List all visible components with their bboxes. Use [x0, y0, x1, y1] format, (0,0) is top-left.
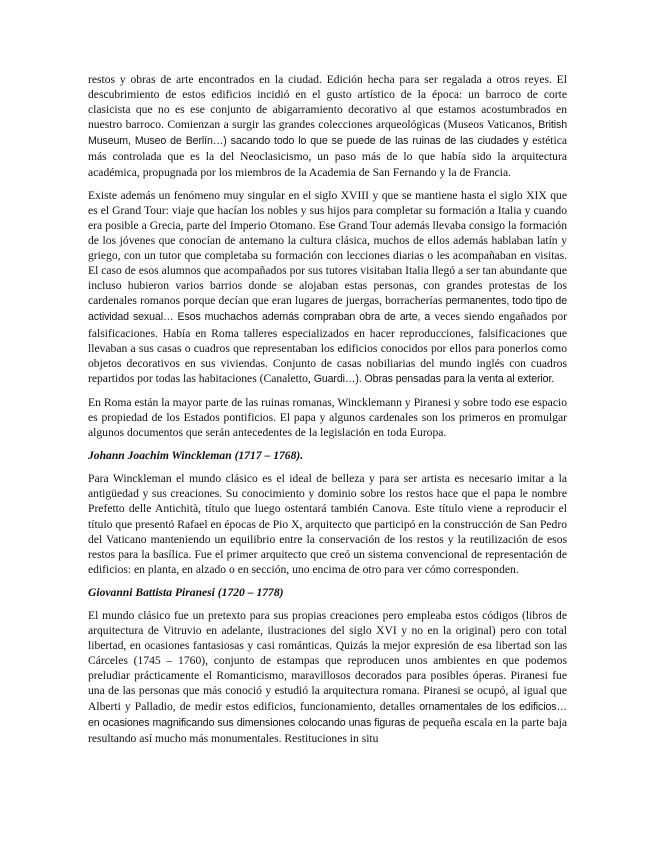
paragraph-text: veces siendo engañados por falsificaciones. Había en Roma talleres especializados en hacer reproducciones, falsificaciones que llevaban a sus casas o cuadros que representaban los edificios conocidos por ellos para ponerlos como objetos decorativos en sus viviendas. Conjunto de casas nobiliarias del mundo inglés con cuadros repartidos por todas las habitaciones (Canaletto,: [88, 310, 567, 385]
paragraph-piranesi: [88, 608, 567, 746]
paragraph-text-alt-font: British Museum, Museo de Berlín…) sacando todo lo que se puede de las ruinas de las ciudades y: [88, 119, 567, 148]
paragraph-text-alt-font: Guardi…). Obras pensadas para la venta al exterior.: [313, 372, 555, 385]
paragraph-rome: [88, 395, 567, 440]
paragraph-text: restos y obras de arte encontrados en la ciudad. Edición hecha para ser regalada a otros reyes. El descubrimiento de estos edificios incidió en el gusto artístico de la época: un barroco de corte clasicista que no es ese conjunto de abigarramiento decorativo al que estamos acostumbrados en nuestro barroco. Comienzan a surgir las grandes colecciones arqueológicas (Museos Vaticanos,: [88, 73, 567, 132]
paragraph-text: El mundo clásico fue un pretexto para sus propias creaciones pero empleaba estos códigos (libros de arquitectura de Vitruvio en adelante, ilustraciones del siglo XVI y no en la original) pero con total libertad, en ocasiones fantasiosas y casi románticas. Quizás la mejor expresión de esa libertad son las Cárceles (1745 – 1760), conjunto de estampas que reproducen unos ambientes en que podemos preludiar prácticamente el Romanticismo, maravillosos decorados para posibles óperas. Piranesi fue una de las personas que más conoció y estudió la arquitectura romana. Piranesi se ocupó, al igual que Alberti y Palladio, de medir estos edificios, funcionamiento, detalles: [88, 609, 567, 713]
section-heading-piranesi: Giovanni Battista Piranesi (1720 – 1778): [88, 585, 284, 599]
paragraph-winckleman: [88, 471, 567, 577]
document-page: [88, 72, 567, 754]
paragraph-grand-tour: [88, 188, 567, 387]
paragraph-text: estética más controlada que es la del Neoclasicismo, un paso más de lo que había sido la arquitectura académica, propugnada por los miembros de la Academia de San Fernando y la de Francia.: [88, 134, 567, 179]
paragraph-text: de pequeña escala en la parte baja resultando así mucho más monumentales. Restituciones in situ: [88, 715, 568, 745]
section-heading-winckleman: Johann Joachim Winckleman (1717 – 1768).: [88, 449, 304, 463]
paragraph-text-alt-font: ornamentales de los edificios… en ocasiones magnificando sus dimensiones colocando unas figuras: [88, 700, 567, 729]
paragraph-text: En Roma están la mayor parte de las ruinas romanas, Wincklemann y Piranesi y sobre todo ese espacio es propiedad de los Estados pontificios. El papa y algunos cardenales son los primeros en promulgar algunos documentos que serán antecedentes de la legislación en toda Europa.: [88, 395, 567, 440]
paragraph-text-alt-font: permanentes, todo tipo de actividad sexual… Esos muchachos además compraban obra de arte, a: [88, 295, 568, 324]
paragraph-antiquities: [88, 72, 567, 180]
paragraph-text: Existe además un fenómeno muy singular en el siglo XVIII y que se mantiene hasta el siglo XIX que es el Grand Tour: viaje que hacían los nobles y sus hijos para completar su formación a Italia y cuando era posible a Grecia, parte del Imperio Otomano. Ese Grand Tour además llevaba consigo la formación de los jóvenes que conocían de antemano la cultura clásica, muchos de ellos además hablaban latín y griego, con un tutor que completaba su formación con lecciones diarias o les acompañaban en visitas. El caso de esos alumnos que acompañados por sus tutores visitaban Italia llegó a ser tan abundante que incluso hubieron varios barrios donde se alojaban estas personas, con grandes protestas de los cardenales romanos porque decían que eran lugares de juergas, borracherías: [88, 188, 567, 308]
paragraph-text: Para Winckleman el mundo clásico es el ideal de belleza y para ser artista es necesario imitar a la antigüedad y sus creaciones. Su conocimiento y dominio sobre los restos hace que el papa le nombre Prefetto delle Antichità, título que luego ostentará también Canova. Este título viene a reproducir el título que presentó Rafael en épocas de Pio X, arquitecto que participó en la construcción de San Pedro del Vaticano manteniendo un equilibrio entre la conservación de los restos y la reutilización de esos restos para la basílica. Fue el primer arquitecto que creó un sistema convencional de representación de edificios: en planta, en alzado o en sección, uno encima de otro para ver cómo corresponden.: [88, 472, 567, 576]
